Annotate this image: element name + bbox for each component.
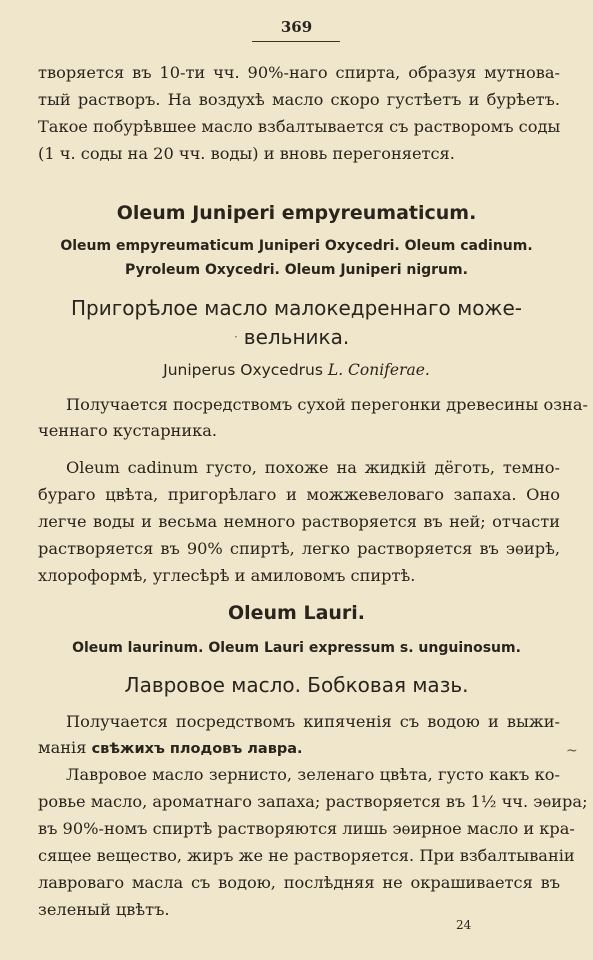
synonyms-line: Oleum empyreumaticum Juniperi Oxycedri. Oleum cadinum. bbox=[60, 238, 533, 254]
page-number: 369 bbox=[280, 18, 313, 36]
russian-name-line: Пригорѣлое масло малокедреннаго може- bbox=[71, 296, 522, 320]
body-line: (1 ч. соды на 20 чч. воды) и вновь перегоняется. bbox=[38, 144, 455, 163]
body-line: ровье масло, ароматнаго запаха; растворяется въ 1½ чч. эѳира; bbox=[38, 792, 588, 811]
body-line: творяется въ 10-ти чч. 90%-наго спирта, образуя мутнова- bbox=[38, 63, 560, 82]
body-line: бураго цвѣта, пригорѣлаго и можжевеловаго запаха. Оно bbox=[38, 485, 560, 504]
body-text: манія bbox=[38, 738, 92, 757]
botanical-species: Juniperus Oxycedrus bbox=[163, 361, 323, 379]
body-line: легче воды и весьма немного растворяется въ ней; отчасти bbox=[38, 512, 560, 531]
body-line: лавроваго масла съ водою, послѣдняя не окрашивается въ bbox=[38, 873, 560, 892]
body-line: зеленый цвѣтъ. bbox=[38, 900, 170, 919]
body-line bbox=[38, 738, 560, 759]
margin-dash-mark: ~ bbox=[566, 743, 578, 759]
body-line: ченнаго кустарника. bbox=[38, 421, 218, 440]
russian-name-line: Лавровое масло. Бобковая мазь. bbox=[124, 673, 469, 697]
printer-signature: 24 bbox=[456, 918, 472, 932]
body-line: хлороформѣ, углесѣрѣ и амиловомъ спиртѣ. bbox=[38, 566, 416, 585]
page-number-rule bbox=[252, 41, 340, 42]
body-line: Получается посредствомъ кипяченія съ водою и выжи- bbox=[66, 712, 560, 731]
body-line: растворяется въ 90% спиртѣ, легко растворяется въ эѳирѣ, bbox=[38, 539, 560, 558]
synonyms-line: Oleum laurinum. Oleum Lauri expressum s. unguinosum. bbox=[72, 640, 521, 656]
body-line: тый растворъ. На воздухѣ масло скоро густѣетъ и бурѣетъ. bbox=[38, 90, 560, 109]
botanical-name bbox=[0, 361, 593, 379]
body-line: сящее вещество, жиръ же не растворяется. При взбалтываніи bbox=[38, 846, 575, 865]
body-line: въ 90%-номъ спиртѣ растворяются лишь эѳирное масло и кра- bbox=[38, 819, 575, 838]
russian-name-line: вельника. bbox=[243, 325, 350, 349]
bold-phrase: свѣжихъ плодовъ лавра. bbox=[91, 741, 303, 757]
body-line: Получается посредствомъ сухой перегонки древесины озна- bbox=[66, 395, 588, 414]
section-title-oleum-juniperi: Oleum Juniperi empyreumaticum. bbox=[116, 202, 477, 224]
section-title-oleum-lauri: Oleum Lauri. bbox=[227, 602, 366, 624]
print-mark: · bbox=[234, 330, 238, 344]
body-line: Oleum cadinum густо, похоже на жидкій дёготь, темно- bbox=[66, 458, 560, 477]
body-line: Такое побурѣвшее масло взбалтывается съ растворомъ соды bbox=[38, 117, 561, 136]
botanical-family: L. Coniferae. bbox=[327, 361, 430, 379]
synonyms-line: Pyroleum Oxycedri. Oleum Juniperi nigrum. bbox=[125, 262, 468, 278]
body-line: Лавровое масло зернисто, зеленаго цвѣта, густо какъ ко- bbox=[66, 765, 560, 784]
